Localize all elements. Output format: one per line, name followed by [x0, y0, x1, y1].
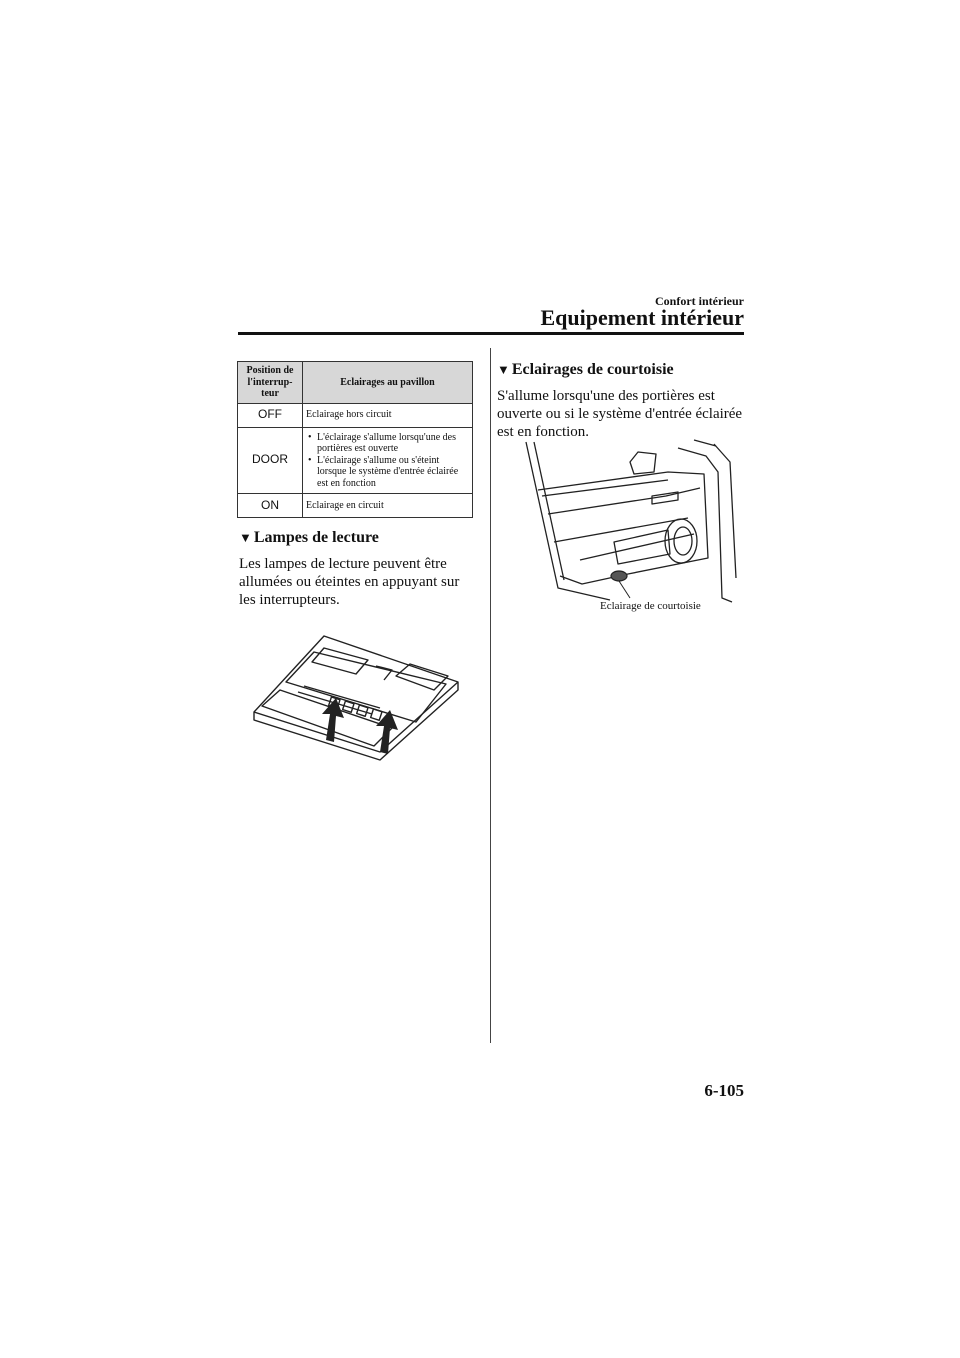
courtesy-lights-heading	[497, 361, 674, 379]
bullet-item: • L'éclairage s'allume ou s'éteint lorsque le système d'entrée éclairée est en fonction	[306, 455, 469, 490]
courtesy-light-marker	[611, 571, 627, 581]
position-description	[303, 427, 473, 494]
bullet-item: • L'éclairage s'allume lorsqu'une des portières est ouverte	[306, 432, 469, 455]
position-description: Eclairage hors circuit	[303, 403, 473, 427]
section-subtitle: Confort intérieur	[655, 294, 744, 308]
table-row	[238, 403, 473, 427]
table-header-row	[238, 362, 473, 404]
courtesy-light-label: Eclairage de courtoisie	[600, 600, 701, 612]
column-header-position: Position de l'interrup-teur	[238, 362, 303, 404]
overhead-console-illustration	[252, 632, 464, 764]
position-description: Eclairage en circuit	[303, 494, 473, 518]
down-triangle-icon: ▼	[497, 362, 510, 377]
door-courtesy-light-illustration	[518, 438, 742, 606]
reading-lamps-text: Les lampes de lecture peuvent être allumées ou éteintes en appuyant sur les interrupteurs.	[239, 556, 460, 608]
table-row	[238, 427, 473, 494]
switch-position-table	[237, 361, 473, 518]
page-number: 6-105	[704, 1081, 744, 1100]
position-on: ON	[238, 494, 303, 518]
position-door: DOOR	[238, 427, 303, 494]
courtesy-lights-heading-text: Eclairages de courtoisie	[511, 361, 674, 378]
column-header-lights: Eclairages au pavillon	[303, 362, 473, 404]
header-rule	[238, 332, 744, 335]
table-row	[238, 494, 473, 518]
reading-lamps-heading-text: Lampes de lecture	[253, 529, 379, 546]
position-off: OFF	[238, 403, 303, 427]
column-divider	[490, 348, 491, 1043]
courtesy-lights-text: S'allume lorsqu'une des portières est ouverte ou si le système d'entrée éclairée est en fonction.	[497, 388, 743, 440]
page-title: Equipement intérieur	[540, 305, 744, 330]
down-triangle-icon: ▼	[239, 530, 252, 545]
reading-lamps-heading	[239, 529, 379, 547]
